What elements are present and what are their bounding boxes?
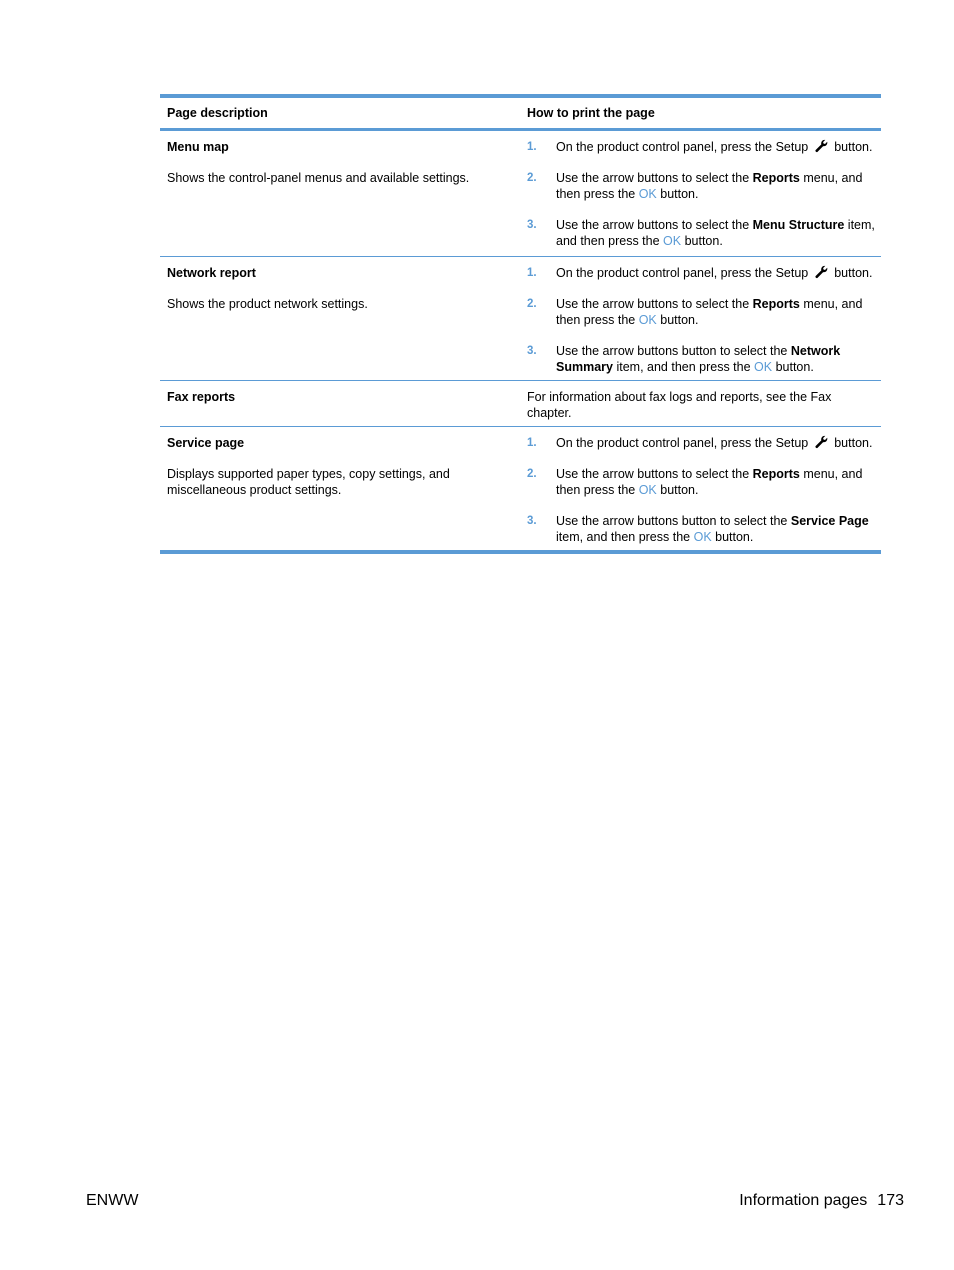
ok-button-label: OK — [638, 483, 657, 497]
row-description: Shows the product network settings. — [167, 297, 368, 311]
ok-button-label: OK — [754, 360, 773, 374]
step-number: 3. — [527, 345, 537, 357]
step-1: 1. On the product control panel, press the Setup button. — [527, 266, 873, 280]
step-1: 1. On the product control panel, press the Setup button. — [527, 140, 873, 154]
ok-button-label: OK — [663, 234, 682, 248]
step-number: 3. — [527, 515, 537, 527]
step-2: 2. Use the arrow buttons to select the Reports menu, and then press the OK button. — [527, 297, 863, 327]
step-3: 3. Use the arrow buttons button to select the Service Page item, and then press the OK button. — [527, 514, 869, 544]
info-pages-table — [160, 94, 881, 554]
row-title: Menu map — [167, 140, 229, 154]
header-how-to-print: How to print the page — [527, 106, 655, 120]
wrench-icon — [814, 435, 829, 449]
row-title: Network report — [167, 266, 256, 280]
table-row-service-page — [160, 426, 881, 550]
footer-section-title: Information pages — [739, 1192, 868, 1209]
row-description: Displays supported paper types, copy settings, and miscellaneous product settings. — [167, 467, 450, 497]
step-1: 1. On the product control panel, press the Setup button. — [527, 436, 873, 450]
table-row-network-report — [160, 256, 881, 380]
ok-button-label: OK — [693, 530, 712, 544]
row-description: Shows the control-panel menus and available settings. — [167, 171, 470, 185]
fax-info-text: For information about fax logs and reports, see the Fax chapter. — [527, 390, 832, 420]
footer-page-info — [739, 1192, 904, 1210]
header-page-description: Page description — [167, 106, 268, 120]
step-number: 2. — [527, 172, 537, 184]
table-header — [160, 98, 881, 131]
step-number: 2. — [527, 298, 537, 310]
ok-button-label: OK — [638, 313, 657, 327]
step-number: 2. — [527, 468, 537, 480]
step-2: 2. Use the arrow buttons to select the Reports menu, and then press the OK button. — [527, 467, 863, 497]
step-number: 1. — [527, 437, 537, 449]
table-row-fax-reports — [160, 380, 881, 426]
page-number: 173 — [877, 1192, 904, 1209]
ok-button-label: OK — [638, 187, 657, 201]
wrench-icon — [814, 265, 829, 279]
wrench-icon — [814, 139, 829, 153]
table-row-menu-map — [160, 131, 881, 256]
step-2: 2. Use the arrow buttons to select the Reports menu, and then press the OK button. — [527, 171, 863, 201]
footer-enww: ENWW — [86, 1192, 139, 1209]
step-number: 1. — [527, 141, 537, 153]
step-number: 1. — [527, 267, 537, 279]
step-3: 3. Use the arrow buttons button to select the Network Summary item, and then press the OK button. — [527, 344, 841, 374]
step-number: 3. — [527, 219, 537, 231]
row-title: Fax reports — [167, 390, 236, 404]
step-3: 3. Use the arrow buttons to select the Menu Structure item, and then press the OK button. — [527, 218, 875, 248]
row-title: Service page — [167, 436, 245, 450]
